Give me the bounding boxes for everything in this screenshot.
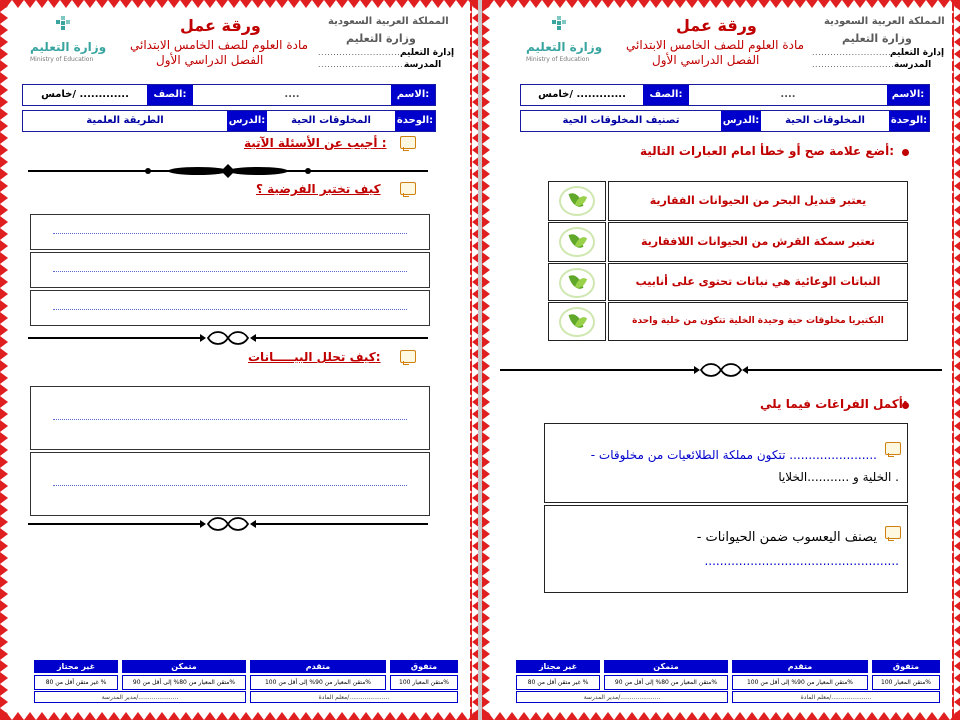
right-worksheet-page [482,0,960,720]
leaf-icon [559,227,595,257]
ornament-divider [28,164,428,178]
right-page-zigzag-border [482,0,960,720]
class-field[interactable]: خامس/ ............. [41,89,129,100]
admin-label: إدارة التعليم [890,48,945,58]
answer-box-3[interactable] [30,290,430,326]
answer-check-box[interactable] [548,263,606,301]
rubric-header: غير مجتاز [34,660,118,673]
rubric-option-not-passed[interactable]: غير متقن أقل من 80 % [34,675,118,690]
notebook-icon [400,350,416,363]
term-line: الفصل الدراسي الأول [156,53,264,67]
rubric-option-not-passed[interactable]: غير متقن أقل من 80 % [516,675,600,690]
answer-box-2[interactable] [30,252,430,288]
rubric-header: متمكن [604,660,728,673]
swirl-divider [500,362,942,378]
name-field[interactable]: .... [780,89,796,100]
unit-value: المخلوقات الحية [785,115,865,126]
question-1: كيف تختبر الفرضية ؟ [256,182,381,196]
fill-blank-box-2[interactable] [544,505,908,593]
statement-row: البكتيريا مخلوقات حية وحيدة الخلية تتكون من خلية واحدة [608,302,908,341]
rubric-header: متقدم [250,660,386,673]
rubric-option-advanced[interactable]: متقن المعيار من 90% إلى أقل من 100% [732,675,868,690]
moe-arabic-name: وزارة التعليم [526,40,603,54]
swirl-divider [28,330,428,346]
answer-box-4[interactable] [30,386,430,450]
rubric-header: متمكن [122,660,246,673]
notebook-icon [885,442,901,455]
statement-row: النباتات الوعائية هي نباتات تحتوى على أنابيب [608,263,908,301]
moe-arabic-name: وزارة التعليم [30,40,107,54]
principal-signature: مدير المدرسة/..................... [516,691,728,703]
answer-box-5[interactable] [30,452,430,516]
rubric-option-proficient[interactable]: متقن المعيار من 80% إلى أقل من 90% [604,675,728,690]
name-class-bar [22,84,436,106]
fill-blanks-heading: أكمل الفراغات فيما يلي: [760,397,908,411]
unit-label: الوحدة: [395,111,435,131]
name-label: الاسم: [391,85,435,105]
lesson-label: الدرس: [227,111,267,131]
answer-check-box[interactable] [548,302,606,341]
fill-blank-2-line2: ................................................... [704,554,899,568]
worksheet-title: ورقة عمل [180,16,261,35]
moe-english-name: Ministry of Education [30,56,94,63]
notebook-icon [400,136,416,149]
name-label: الاسم: [887,85,929,105]
fill-blank-1-line1: - تتكون مملكة الطلائعيات من مخلوقات ....................... [590,448,877,462]
lesson-value: تصنيف المخلوقات الحية [562,115,680,126]
rubric-option-proficient[interactable]: متقن المعيار من 80% إلى أقل من 90% [122,675,246,690]
name-field[interactable]: .... [284,89,300,100]
rubric-option-excellent[interactable]: متقن المعيار 100% [872,675,940,690]
class-field[interactable]: خامس/ ............. [538,89,626,100]
unit-value: المخلوقات الحية [291,115,371,126]
school-dots: ............................... [318,60,413,69]
teacher-signature: معلم المادة/..................... [732,691,940,703]
notebook-icon [400,182,416,195]
class-label: الصف: [643,85,689,105]
swirl-divider [28,516,428,532]
unit-label: الوحدة: [889,111,929,131]
kingdom-logo-line1: المملكة العربية السعودية [328,16,449,27]
fill-blank-box-1[interactable] [544,423,908,503]
principal-signature: مدير المدرسة/..................... [34,691,246,703]
school-dots: ............................... [812,60,907,69]
term-line: الفصل الدراسي الأول [652,53,760,67]
rubric-option-advanced[interactable]: متقن المعيار من 90% إلى أقل من 100% [250,675,386,690]
subject-line: مادة العلوم للصف الخامس الابتدائي [130,38,309,52]
lesson-value: الطريقة العلمية [86,115,164,126]
leaf-icon [559,307,595,337]
bullet-icon [902,149,909,156]
rubric-option-excellent[interactable]: متقن المعيار 100% [390,675,458,690]
unit-lesson-bar [520,110,930,132]
left-worksheet-page [0,0,478,720]
worksheet-title: ورقة عمل [676,16,757,35]
fill-blank-2-line1: - يصنف اليعسوب ضمن الحيوانات [696,530,877,545]
statement-row: يعتبر قنديل البحر من الحيوانات الفقارية [608,181,908,221]
school-label: المدرسة [404,60,442,70]
question-2: كيف تحلل البيـــــانات: [248,350,381,364]
instructions-heading: أجيب عن الأسئلة الآتية : [244,136,387,150]
kingdom-logo-line2: وزارة التعليم [842,32,912,45]
rubric-header: متفوق [390,660,458,673]
admin-label: إدارة التعليم [400,48,455,58]
rubric-header: متقدم [732,660,868,673]
name-class-bar [520,84,930,106]
kingdom-logo-line1: المملكة العربية السعودية [824,16,945,27]
moe-logo-icon [552,16,570,38]
admin-dots: ............................... [812,48,907,57]
school-label: المدرسة [894,60,932,70]
admin-dots: ............................... [318,48,413,57]
unit-lesson-bar [22,110,436,132]
subject-line: مادة العلوم للصف الخامس الابتدائي [626,38,805,52]
fill-blank-1-line2: الخلية و ...........الخلايا . [778,470,899,484]
lesson-label: الدرس: [721,111,761,131]
notebook-icon [885,526,901,539]
rubric-header: غير مجتاز [516,660,600,673]
leaf-icon [559,268,595,298]
rubric-header: متفوق [872,660,940,673]
answer-box-1[interactable] [30,214,430,250]
leaf-icon [559,186,595,216]
answer-check-box[interactable] [548,222,606,262]
statement-row: تعتبر سمكة القرش من الحيوانات اللافقارية [608,222,908,262]
class-label: الصف: [147,85,193,105]
answer-check-box[interactable] [548,181,606,221]
true-false-heading: أضع علامة صح أو خطأ امام العبارات التالية: [640,144,895,158]
moe-english-name: Ministry of Education [526,56,590,63]
kingdom-logo-line2: وزارة التعليم [346,32,416,45]
teacher-signature: معلم المادة/..................... [250,691,458,703]
moe-logo-icon [56,16,74,38]
